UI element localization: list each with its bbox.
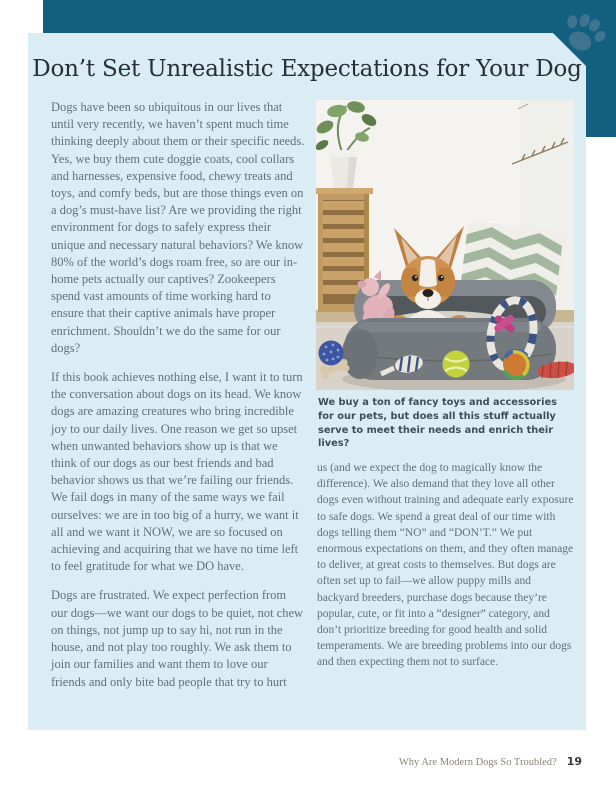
corgi-photo [316, 100, 574, 390]
body-paragraph: If this book achieves nothing else, I want it to turn the conversation about dogs on its head. We know dogs are amazing creatures who bring incredible joy to our daily lives. One reason we get so upset when unwanted behaviors show up is that we think of our dogs as our best friends and bad behavior shows us that we’re failing our friends. We fail dogs in many of the same ways we fail ourselves: we are in too big of a hurry, we want it all and we want it NOW, we are so focused on achieving and acquiring that we have no time left to feel gratitude for what we DO have. [51, 370, 303, 574]
body-paragraph: Dogs are frustrated. We expect perfection from our dogs—we want our dogs to be quiet, not chew on things, not jump up to say hi, not run in the house, and not play too roughly. We ask them to join our families and want them to love our friends and only bite bad people that try to hurt [51, 588, 304, 689]
page-footer [399, 755, 582, 768]
body-paragraph: Dogs have been so ubiquitous in our lives that until very recently, we haven’t spent much time thinking deeply about them or their specific needs. Yes, we buy them cute doggie coats, cool collars and harnesses, expensive food, chewy treats and toys, and comfy beds, but are those things even on a dog’s must-have list? Are we providing the right environment for dogs to safely express their unique and necessary natural behaviors? We know 80% of the world’s dogs roam free, so are our in-home pets actually our captives? Zookeepers spend vast amounts of time working hard to ensure that their captive animals have proper enrichment. Shouldn’t we do the same for our dogs? [51, 100, 305, 355]
blue-spiky-ball [319, 341, 344, 366]
running-footer-chapter: Why Are Modern Dogs So Troubled? [398, 757, 557, 768]
left-column [51, 99, 305, 703]
body-paragraph: us (and we expect the dog to magically know the difference). We also demand that they love all other dogs even without training and adequate early exposure to safe dogs. We spend a great deal of our time with dogs telling them “NO” and “DON’T.” We put enormous expectations on them, and they often manage to deliver, at great costs to themselves. But dogs are often set up to fail—we allow puppy mills and backyard breeders, purchase dogs because they’re popular, cute, or fit into a “designer” category, and don’t prioritize breeding for good health and solid temperaments. We are breeding problems into our dogs and then expecting them not to surface. [317, 462, 574, 669]
right-column [317, 460, 575, 683]
photo-caption: We buy a ton of fancy toys and accessories for our pets, but does all this stuff actually serve to meet their needs and enrich their lives? [318, 397, 557, 450]
page-title: Don’t Set Unrealistic Expectations for Your Dog [32, 56, 582, 82]
page-number: 19 [566, 755, 582, 768]
multicolor-knot-ball [503, 351, 529, 378]
tennis-ball [443, 351, 470, 378]
